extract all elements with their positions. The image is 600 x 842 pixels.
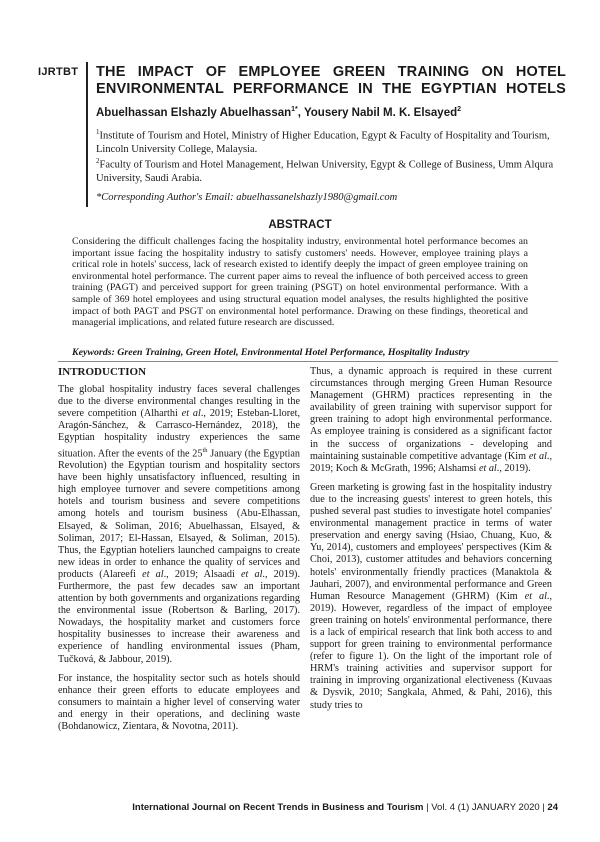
affiliation-1 xyxy=(96,126,566,156)
ordinal-superscript: th xyxy=(202,446,208,454)
footer-journal-name: International Journal on Recent Trends in Business and Tourism xyxy=(132,802,424,813)
journal-tag: IJRTBT xyxy=(38,66,79,78)
right-column xyxy=(310,366,552,719)
footer-separator: | xyxy=(423,802,432,813)
footer-page-number: 24 xyxy=(547,802,558,813)
author-2: Yousery Nabil M. K. Elsayed xyxy=(303,106,458,119)
introduction-heading: INTRODUCTION xyxy=(58,366,147,378)
affiliation-1-mark: 1 xyxy=(96,128,100,136)
text-run: ., 2019). xyxy=(496,462,531,474)
etal-italic: et al xyxy=(181,408,201,420)
affiliation-2-text: Faculty of Tourism and Hotel Management, Helwan University, Egypt & College of Business, Umm Alqura University, Saudi Arabia. xyxy=(96,159,554,184)
footer-issue: Vol. 4 (1) JANUARY 2020 xyxy=(431,802,540,813)
right-paragraph-2 xyxy=(310,482,552,712)
title-vertical-rule xyxy=(86,62,88,207)
keywords-divider xyxy=(58,361,558,362)
left-paragraph-2: For instance, the hospitality sector such as hotels should enhance their green efforts to educate employees and consumers to maintain a higher level of conserving water and energy in their operations, and declining waste (Bohdanowicz, Zientara, & Novotna, 2011). xyxy=(58,672,300,733)
text-run: ., 2019; Alsaadi xyxy=(163,568,241,580)
text-run: Thus, a dynamic approach is required in these current circumstances through merging Green Human Resource Management (GHRM) practices representing in the availability of green training with supervisor support for green training to adopt high environmental performance. As employee training is considered as a significant factor in the success of organizations - developing and maintaining sustainable competitive advantage (Kim xyxy=(310,366,552,462)
text-run: ., 2019; Esteban-Lloret, Aragón-Sánchez, & Carrasco-Hernández, 2018), the Egyptian hospitality industry experiences the same situation. After the events of the 25 xyxy=(58,408,300,459)
author-1: Abuelhassan Elshazly Abuelhassan xyxy=(96,106,292,119)
affiliation-2 xyxy=(96,155,566,185)
etal-italic: et al xyxy=(240,568,263,580)
text-run: Green marketing is growing fast in the hospitality industry due to the increasing guests' interest to green hotels, this pushed several past studies to investigate hotel companies' environmental management practice in terms of water preservation and energy saving (Hsiao, Chuang, Kuo, & Yu, 2014), customers and employees' perspectives (Kim & Choi, 2013), customer attitudes and behaviors concerning hotels' environmentally friendly practices (Manaktola & Jauhari, 2007), and environmental performance and Green Human Resource Management (GHRM) (Kim xyxy=(310,481,552,602)
page-footer xyxy=(132,802,558,813)
text-run: ., 2019). However, regardless of the impact of employee green training on hotels' environmental performance, there is a lack of empirical research that link both access to and support for green training to environmental performance (refer to figure 1). On the light of the important role of HRM's training activities and supervisor support for training in improving organizational electiveness (Kuvaas & Dysvik, 2010; Sangkala, Ahmed, & Pahi, 2016), this study tries to xyxy=(310,590,553,711)
etal-italic: et al xyxy=(528,450,547,462)
paper-title: THE IMPACT OF EMPLOYEE GREEN TRAINING ON HOTEL ENVIRONMENTAL PERFORMANCE IN THE EGYPTIAN HOTELS xyxy=(96,64,566,97)
abstract-heading: ABSTRACT xyxy=(268,219,332,231)
author-separator: , xyxy=(297,106,304,119)
keywords: Keywords: Green Training, Green Hotel, Environmental Hotel Performance, Hospitality Industry xyxy=(72,347,470,358)
left-paragraph-1 xyxy=(58,384,300,666)
affiliation-1-text: Institute of Tourism and Hotel, Ministry of Higher Education, Egypt & Faculty of Hospitality and Tourism, Lincoln University College, Malaysia. xyxy=(96,130,550,155)
author-line xyxy=(96,106,461,119)
etal-italic: et al xyxy=(478,462,497,474)
author-1-mark: 1* xyxy=(291,106,298,113)
etal-italic: et al xyxy=(524,590,547,602)
etal-italic: et al xyxy=(142,568,164,580)
text-run: ., 2019; Koch & McGrath, 1996; Alshamsi xyxy=(310,450,552,474)
author-2-mark: 2 xyxy=(457,106,462,113)
corresponding-author-email: *Corresponding Author's Email: abuelhassanelshazly1980@gmail.com xyxy=(96,192,398,203)
abstract-body: Considering the difficult challenges facing the hospitality industry, environmental hotel performance becomes an important issue facing the hospitality industry to satisfy customers' needs. However, employee training plays a critical role in hotels' success, lack of research existed to identify deeply the impact of green employee training on environmental hotel performance. The current paper aims to reveal the influence of both perceived access to green training (PAGT) and perceived support for green training (PSGT) on hotel environmental performance. With a sample of 369 hotel employees and using structural equation model analyses, the results highlighted the positive impact of both PAGT and PSGT on environmental hotel performance. Drawing on these findings, theoretical and managerial implications, and related future research are discussed. xyxy=(72,236,528,329)
right-paragraph-1 xyxy=(310,366,552,475)
left-column xyxy=(58,366,300,740)
footer-separator: | xyxy=(539,802,548,813)
text-run: January (the Egyptian Revolution) the Egyptian tourism and hospitality sectors have been highly unsatisfactory influenced, resulting in high employee turnover and severe competitions among hotels and tourism business and severe competitions among hotels and tourism business (Abu-Elhassan, Elsayed, & Soliman, 2016; Abuelhassan, Elsayed, & Soliman, 2017; El-Hassan, Elsayed, & Soliman, 2015). Thus, the Egyptian hoteliers launched campaigns to create new ideas in order to enhance the quality of services and products (Alareefi xyxy=(58,447,300,580)
text-run: The global hospitality industry faces several challenges due to the diverse environmental changes resulting in the severe competition (Alharthi xyxy=(58,384,300,420)
affiliation-2-mark: 2 xyxy=(96,157,100,165)
text-run: ., 2019). Furthermore, the past few decades saw an important attention by both governments and organizations regarding the environmental issue (Robertson & Barling, 2017). Nowadays, the hospitality market and customers force hospitality businesses to increase their awareness and experience of handling environmental issues (Pham, Tučková, & Jabbour, 2019). xyxy=(58,568,300,665)
